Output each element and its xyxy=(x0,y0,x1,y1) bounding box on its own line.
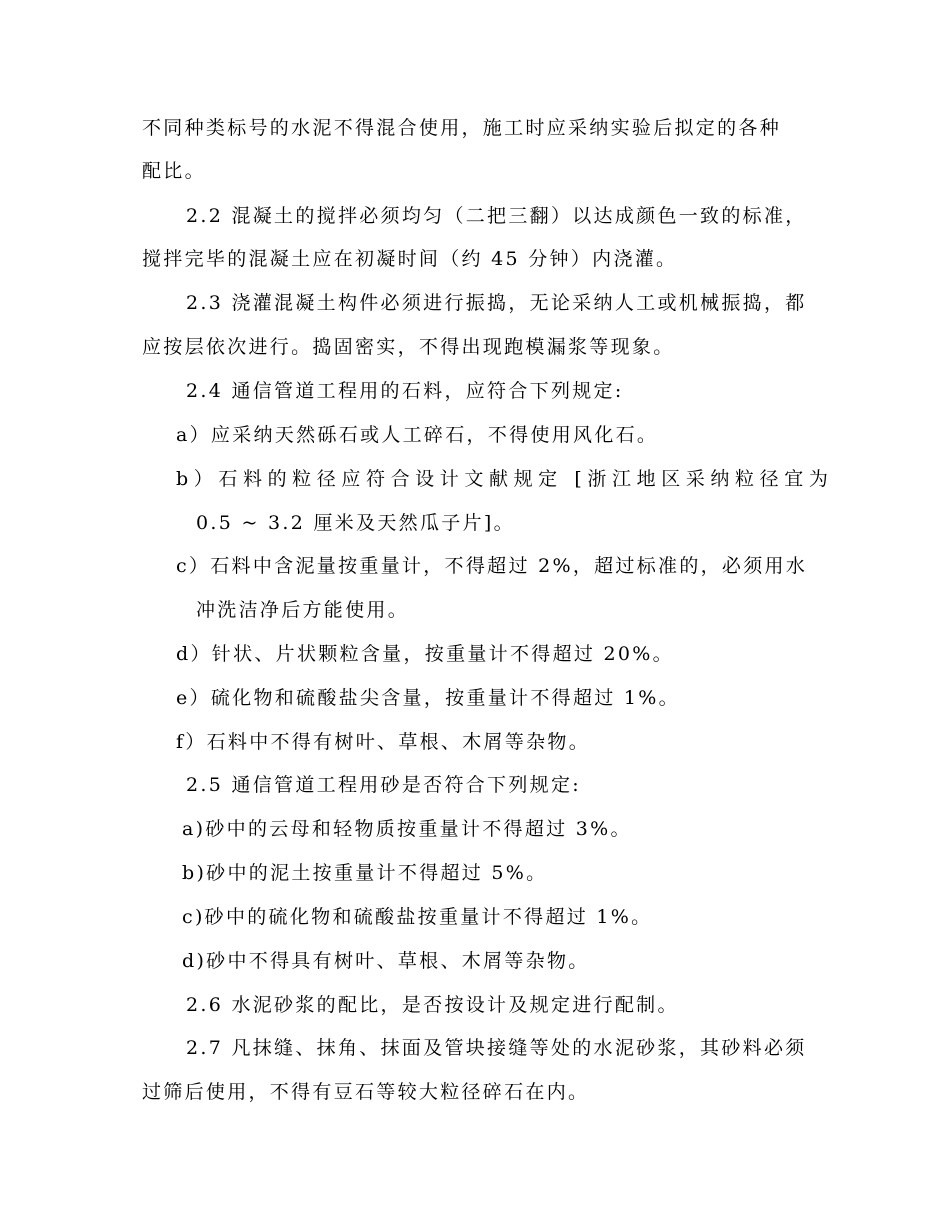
text-line: 2.7 凡抹缝、抹角、抹面及管块接缝等处的水泥砂浆，其砂料必须 xyxy=(186,1037,807,1059)
text-line: 过筛后使用，不得有豆石等较大粒径碎石在内。 xyxy=(142,1081,590,1103)
text-line: 冲洗洁净后方能使用。 xyxy=(196,599,410,621)
text-line: 不同种类标号的水泥不得混合使用，施工时应采纳实验后拟定的各种 xyxy=(142,117,782,139)
text-line: d)砂中不得具有树叶、草根、木屑等杂物。 xyxy=(182,950,590,972)
text-line: 配比。 xyxy=(142,160,206,182)
text-line: a)砂中的云母和轻物质按重量计不得超过 3%。 xyxy=(182,818,632,840)
text-line: f）石料中不得有树叶、草根、木屑等杂物。 xyxy=(176,731,591,753)
text-line: c)砂中的硫化物和硫酸盐按重量计不得超过 1%。 xyxy=(182,906,653,928)
text-line: 2.6 水泥砂浆的配比，是否按设计及规定进行配制。 xyxy=(186,994,679,1016)
text-line: 2.4 通信管道工程用的石料，应符合下列规定: xyxy=(186,380,624,402)
text-line: c）石料中含泥量按重量计，不得超过 2%，超过标准的，必须用水 xyxy=(176,555,808,577)
text-line: 2.3 浇灌混凝土构件必须进行振捣，无论采纳人工或机械振捣，都 xyxy=(186,292,807,314)
text-line: 2.5 通信管道工程用砂是否符合下列规定: xyxy=(186,774,581,796)
text-line: 搅拌完毕的混凝土应在初凝时间（约 45 分钟）内浇灌。 xyxy=(142,248,678,270)
text-line: 应按层依次进行。捣固密实，不得出现跑模漏浆等现象。 xyxy=(142,336,675,358)
text-line: a）应采纳天然砾石或人工碎石，不得使用风化石。 xyxy=(176,424,659,446)
text-line: e）硫化物和硫酸盐尖含量，按重量计不得超过 1%。 xyxy=(176,687,680,709)
text-line: b）石料的粒径应符合设计文献规定 [浙江地区采纳粒径宜为 xyxy=(176,468,834,490)
text-line: b)砂中的泥土按重量计不得超过 5%。 xyxy=(182,862,548,884)
text-line: 0.5 ~ 3.2 厘米及天然瓜子片]。 xyxy=(196,512,515,534)
text-line: 2.2 混凝土的搅拌必须均匀（二把三翻）以达成颜色一致的标准， xyxy=(186,205,807,227)
text-line: d）针状、片状颗粒含量，按重量计不得超过 20%。 xyxy=(176,643,674,665)
